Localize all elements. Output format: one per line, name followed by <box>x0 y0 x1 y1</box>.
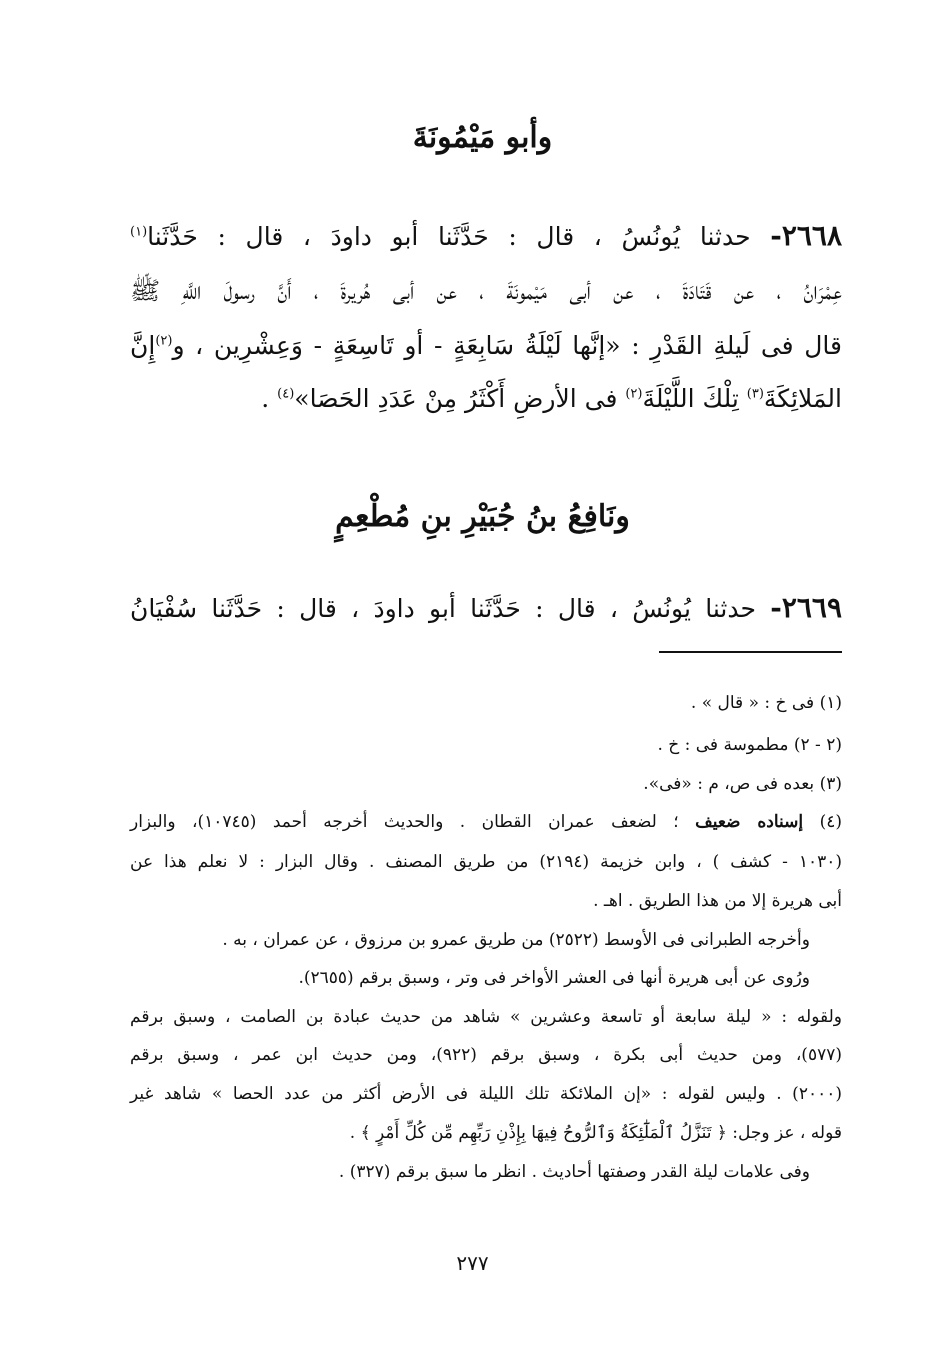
hadith-2668-line-2 <box>130 271 842 311</box>
footnote-2: (٢ - ٢) مطموسة فى : خ . <box>657 735 842 755</box>
footnote-1: (١) فى خ : « قال » . <box>690 693 842 713</box>
footnote-4-line-9: قوله ، عز وجل: ﴿ تَنَزَّلُ ٱلْمَلَٰٓئِكَةُ وَٱلرُّوحُ فِيهَا بِإِذْنِ رَبِّهِم مِّن كُلِّ أَمْرٍ ﴾ . <box>349 1123 842 1143</box>
footnote-4-line-5: ورُوى عن أبى هريرة أنها فى العشر الأواخر فى وتر ، وسبق برقم (٢٦٥٥). <box>298 968 810 988</box>
hadith-number: ٢٦٦٩- <box>770 591 842 624</box>
hadith-text: حدثنا يُونُسُ ، قال : حَدَّثَنا أبو داودَ ، قال : حَدَّثَنا <box>147 222 751 251</box>
hadith-text: فى الأرضِ أَكْثَرُ مِنْ عَدَدِ الحَصَا» <box>294 384 626 413</box>
hadith-text: تِلْكَ اللَّيْلَةَ <box>642 384 747 413</box>
footnote-4-line-1 <box>130 807 842 837</box>
footnote-4-line-7: (٥٧٧)، ومن حديث أبى بكرة ، وسبق برقم (٩٢٢)، ومن حديث ابن عمر ، وسبق برقم <box>130 1045 842 1065</box>
footnote-4-line-10: وفى علامات ليلة القدر وصفتها أحاديث . انظر ما سبق برقم (٣٢٧) . <box>338 1162 810 1182</box>
footnote-ref: (٤) <box>277 386 295 402</box>
hadith-text: حدثنا يُونُسُ ، قال : حَدَّثَنا أبو داودَ ، قال : حَدَّثَنا سُفْيَانُ <box>130 594 756 623</box>
section-heading-abu-maymuna: وأبو مَيْمُونَةَ <box>412 120 553 155</box>
page-number: ٢٧٧ <box>456 1251 489 1275</box>
footnote-4-line-4: وأخرجه الطبرانى فى الأوسط (٢٥٢٢) من طريق عمرو بن مرزوق ، عن عمران ، به . <box>222 930 810 950</box>
footnote-4-prefix: (٤) <box>803 812 842 832</box>
section-heading-nafi-ibn-jubayr: ونَافِعُ بنُ جُبَيْرِ بنِ مُطْعِمٍ <box>335 499 630 534</box>
hadith-2668-line-1 <box>130 216 842 257</box>
hadith-text: . <box>261 384 278 413</box>
footnote-ref: (١) <box>130 224 148 240</box>
footnote-separator <box>659 651 842 653</box>
footnote-4-line-8: (٢٠٠٠) . وليس لقوله : «إن الملائكة تلك الليلة فى الأرض أكثر من عدد الحصا » شاهد غير <box>130 1084 842 1104</box>
footnote-3: (٣) بعده فى ص، م : «فى». <box>643 774 842 794</box>
footnote-ref: (٣) <box>746 386 764 402</box>
hadith-2668-line-3 <box>130 326 842 366</box>
footnote-4-line-2: (١٠٣٠ - كشف ) ، وابن خزيمة (٢١٩٤) من طريق المصنف . وقال البزار : لا نعلم هذا عن <box>130 852 842 872</box>
hadith-text: قال فى لَيلةِ القَدْرِ : «إنَّها لَيْلَةُ سَابِعَةٍ - أو تَاسِعَةٍ - وَعِشْرِين ، و <box>172 331 842 360</box>
hadith-text: عِمْرَانُ ، عن قَتَادَةَ ، عن أبى مَيْمونَةَ ، عن أبى هُريرةَ ، أَنَّ رسولَ اللَّهِ ﷺ <box>130 276 842 305</box>
hadith-2669-line-1 <box>130 588 842 629</box>
footnote-ref: (٢) <box>625 386 643 402</box>
footnote-4-line-3: أبى هريرة إلا من هذا الطريق . اهـ . <box>593 891 842 911</box>
footnote-4-line-6: ولقوله : « ليلة سابعة أو تاسعة وعشرين » شاهد من حديث عبادة بن الصامت ، وسبق برقم <box>130 1007 842 1027</box>
hadith-text: إِنَّ <box>130 331 156 360</box>
hadith-number: ٢٦٦٨- <box>770 219 842 252</box>
hadith-text: المَلائِكَةَ <box>763 384 842 413</box>
footnote-4-text: ؛ لضعف عمران القطان . والحديث أخرجه أحمد (١٠٧٤٥)، والبزار <box>130 812 696 832</box>
footnote-ref: (٢) <box>155 333 173 349</box>
hadith-2668-line-4 <box>130 379 842 419</box>
isnad-grade: إسناده ضعيف <box>695 812 804 832</box>
